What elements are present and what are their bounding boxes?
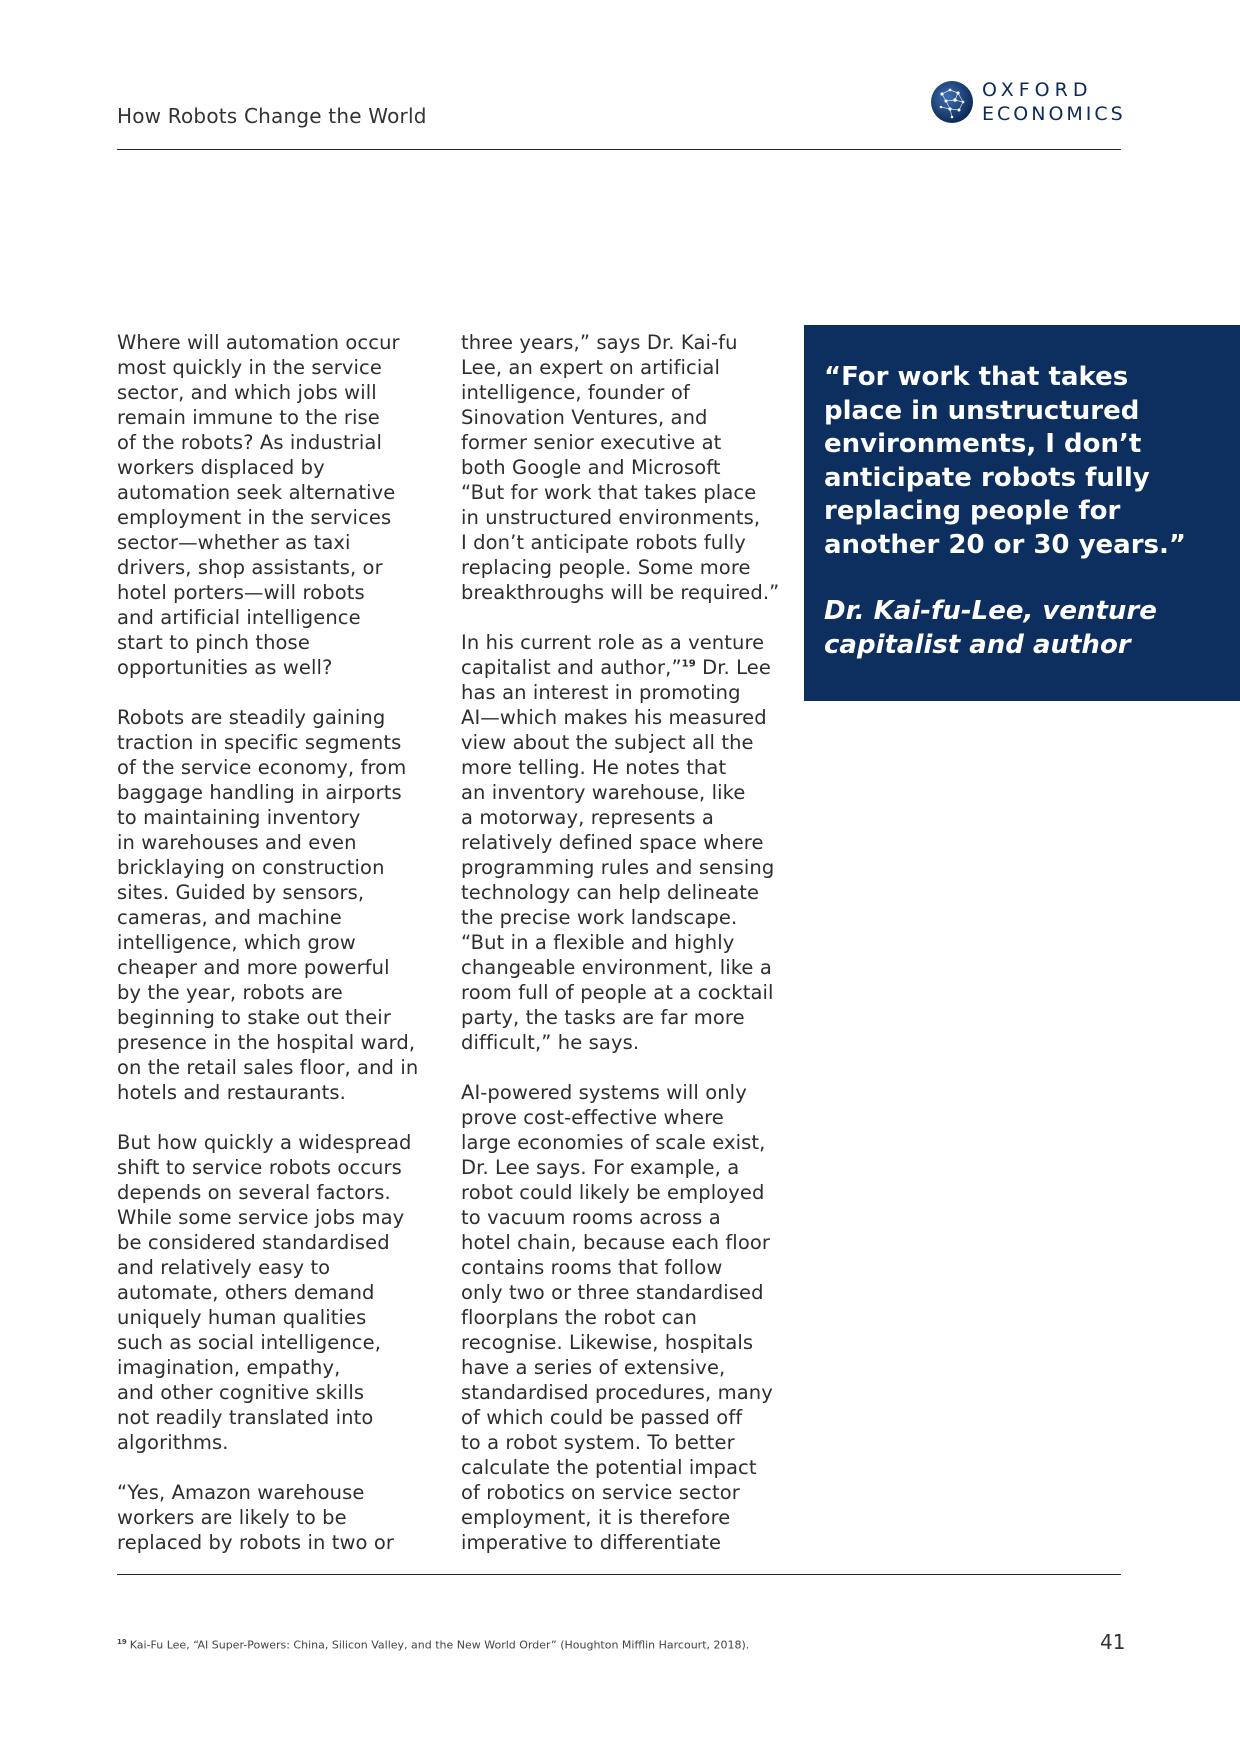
- paragraph-text: In his current role as a venture capitalist and author,”: [461, 631, 765, 679]
- footnote-text: Kai-Fu Lee, “AI Super-Powers: China, Silicon Valley, and the New World Order” (Houghton Mifflin Harcourt, 2018).: [129, 1638, 750, 1652]
- pull-quote-text: “For work that takes place in unstructured environments, I don’t anticipate robots fully replacing people for another 20 or 30 years.”: [824, 362, 1186, 560]
- logo-text-economics: ECONOMICS: [982, 103, 1126, 125]
- pull-quote-attribution: Dr. Kai-fu-Lee, venture capitalist and author: [824, 596, 1157, 660]
- footnote-reference[interactable]: 19: [681, 658, 696, 670]
- footer-divider: [117, 1574, 1121, 1575]
- oxford-economics-logo: [930, 78, 1126, 128]
- page-number: 41: [1100, 1630, 1126, 1654]
- paragraph: three years,” says Dr. Kai-fu Lee, an expert on artificial intelligence, founder of Sinovation Ventures, and former senior executive at both Google and Microsoft “But for work that takes place in unstructured environments, I don’t anticipate robots fully replacing people. Some more breakthroughs will be required.”: [461, 331, 780, 604]
- footnote: [117, 1638, 749, 1652]
- text-column-left: [117, 330, 457, 1580]
- paragraph: AI-powered systems will only prove cost-effective where large economies of scale exist, Dr. Lee says. For example, a robot could likely be employed to vacuum rooms across a hotel chain, because each floor contains rooms that follow only two or three standardised floorplans the robot can recognise. Likewise, hospitals have a series of extensive, standardised procedures, many of which could be passed off to a robot system. To better calculate the potential impact of robotics on service sector employment, it is therefore imperative to differentiate: [461, 1081, 773, 1554]
- logo-text-oxford: OXFORD: [982, 79, 1093, 101]
- paragraph: But how quickly a widespread shift to service robots occurs depends on several factors. While some service jobs may be considered standardised and relatively easy to automate, others demand uniquely human qualities such as social intelligence, imagination, empathy, and other cognitive skills not readily translated into algorithms.: [117, 1131, 412, 1454]
- paragraph-text: Dr. Lee has an interest in promoting AI—which makes his measured view about the subject all the more telling. He notes that an inventory warehouse, like a motorway, represents a relatively defined space where programming rules and sensing technology can help delineate the precise work landscape. “But in a flexible and highly changeable environment, like a room full of people at a cocktail party, the tasks are far more difficult,” he says.: [461, 656, 775, 1054]
- logo-wordmark: [982, 78, 1126, 126]
- paragraph: “Yes, Amazon warehouse workers are likely to be replaced by robots in two or: [117, 1481, 395, 1554]
- header-divider: [117, 149, 1121, 150]
- footnote-mark: 19: [117, 1638, 127, 1646]
- pull-quote-box: [804, 325, 1240, 701]
- text-column-middle: [461, 330, 801, 1580]
- running-header-title: How Robots Change the World: [117, 104, 427, 128]
- globe-icon: [930, 80, 974, 124]
- paragraph: Where will automation occur most quickly in the service sector, and which jobs will remain immune to the rise of the robots? As industrial workers displaced by automation seek alternative employment in the services sector—whether as taxi drivers, shop assistants, or hotel porters—will robots and artificial intelligence start to pinch those opportunities as well?: [117, 331, 400, 679]
- paragraph: [461, 630, 801, 1055]
- paragraph: Robots are steadily gaining traction in specific segments of the service economy, from baggage handling in airports to maintaining inventory in warehouses and even bricklaying on construction sites. Guided by sensors, cameras, and machine intelligence, which grow cheaper and more powerful by the year, robots are beginning to stake out their presence in the hospital ward, on the retail sales floor, and in hotels and restaurants.: [117, 706, 419, 1104]
